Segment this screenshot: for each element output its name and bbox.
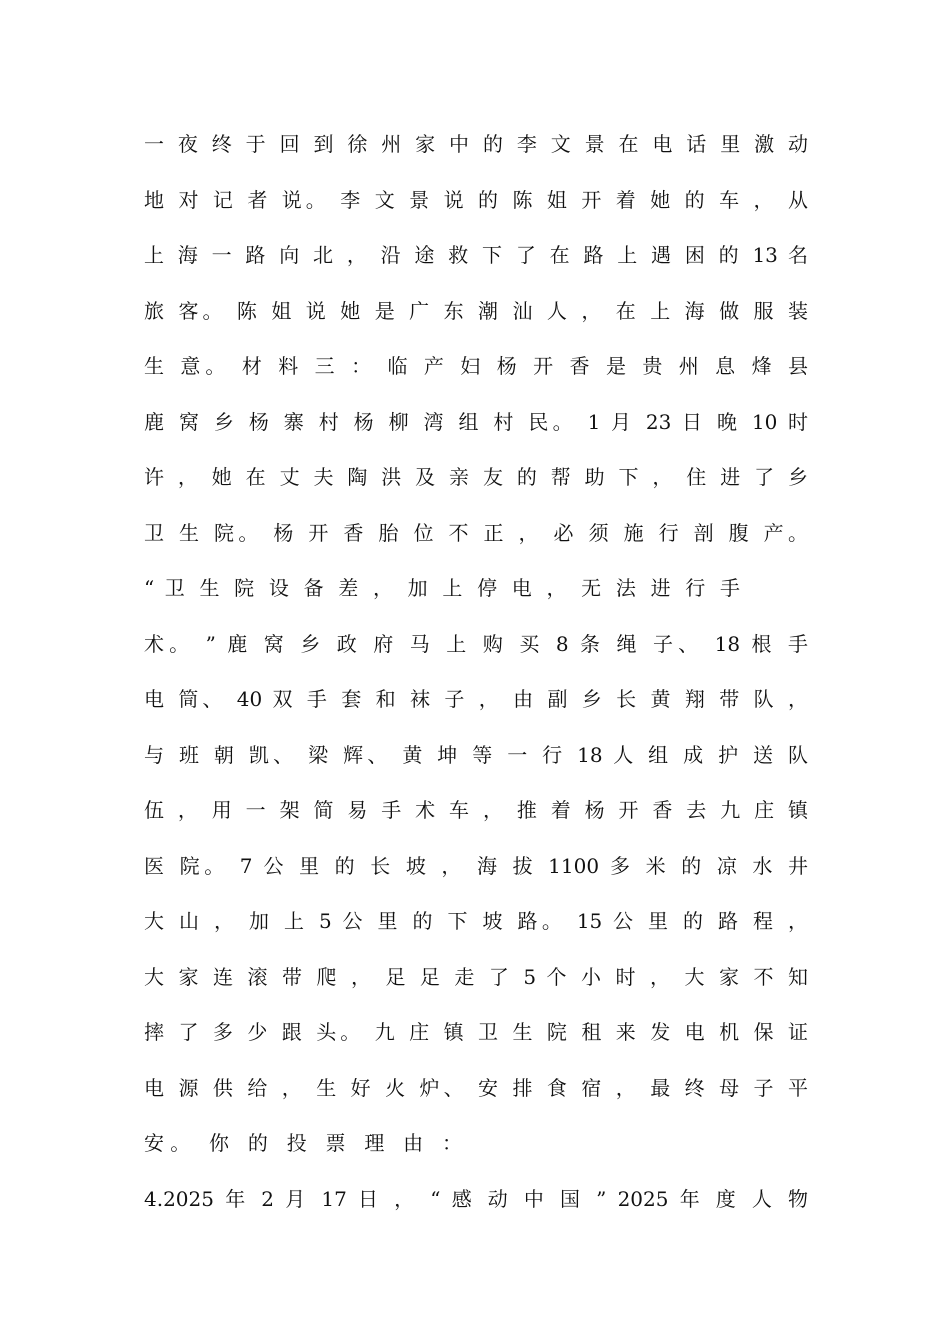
text-line: 安。 你 的 投 票 理 由 ：: [144, 1131, 462, 1155]
text-line: 4.2025 年 2 月 17 日 ， “ 感 动 中 国 ” 2025 年 度 人 物: [144, 1186, 808, 1211]
text-line: 上 海 一 路 向 北 ， 沿 途 救 下 了 在 路 上 遇 困 的 13 名: [144, 243, 808, 267]
text-line: 电 筒、 40 双 手 套 和 袜 子 ， 由 副 乡 长 黄 翔 带 队 ，: [144, 687, 808, 711]
text-line: 医 院。 7 公 里 的 长 坡 ， 海 拔 1100 多 米 的 凉 水 井: [144, 853, 808, 878]
text-line: 大 山 ， 加 上 5 公 里 的 下 坡 路。 15 公 里 的 路 程 ，: [144, 909, 808, 933]
text-line: 鹿 窝 乡 杨 寨 村 杨 柳 湾 组 村 民。 1 月 23 日 晚 10 时: [144, 409, 808, 434]
text-line: 卫 生 院。 杨 开 香 胎 位 不 正 ， 必 须 施 行 剖 腹 产。: [144, 520, 808, 545]
text-line: 一 夜 终 于 回 到 徐 州 家 中 的 李 文 景 在 电 话 里 激 动: [144, 132, 808, 156]
text-line: 伍 ， 用 一 架 简 易 手 术 车 ， 推 着 杨 开 香 去 九 庄 镇: [144, 798, 808, 822]
text-line: 地 对 记 者 说。 李 文 景 说 的 陈 姐 开 着 她 的 车 ， 从: [144, 187, 808, 212]
text-line: 与 班 朝 凯、 梁 辉、 黄 坤 等 一 行 18 人 组 成 护 送 队: [144, 742, 808, 767]
text-line: 电 源 供 给 ， 生 好 火 炉、 安 排 食 宿 ， 最 终 母 子 平: [144, 1075, 808, 1100]
text-line: 生 意。 材 料 三 ： 临 产 妇 杨 开 香 是 贵 州 息 烽 县: [144, 354, 808, 378]
text-line: 摔 了 多 少 跟 头。 九 庄 镇 卫 生 院 租 来 发 电 机 保 证: [144, 1020, 808, 1044]
text-line: “ 卫 生 院 设 备 差 ， 加 上 停 电 ， 无 法 进 行 手: [144, 576, 740, 600]
text-line: 许 ， 她 在 丈 夫 陶 洪 及 亲 友 的 帮 助 下 ， 住 进 了 乡: [144, 465, 808, 489]
text-line: 旅 客。 陈 姐 说 她 是 广 东 潮 汕 人 ， 在 上 海 做 服 装: [144, 298, 808, 323]
text-line: 大 家 连 滚 带 爬 ， 足 足 走 了 5 个 小 时 ， 大 家 不 知: [144, 964, 808, 989]
text-line: 术。 ” 鹿 窝 乡 政 府 马 上 购 买 8 条 绳 子、 18 根 手: [144, 631, 808, 656]
body-text: [144, 124, 808, 1234]
